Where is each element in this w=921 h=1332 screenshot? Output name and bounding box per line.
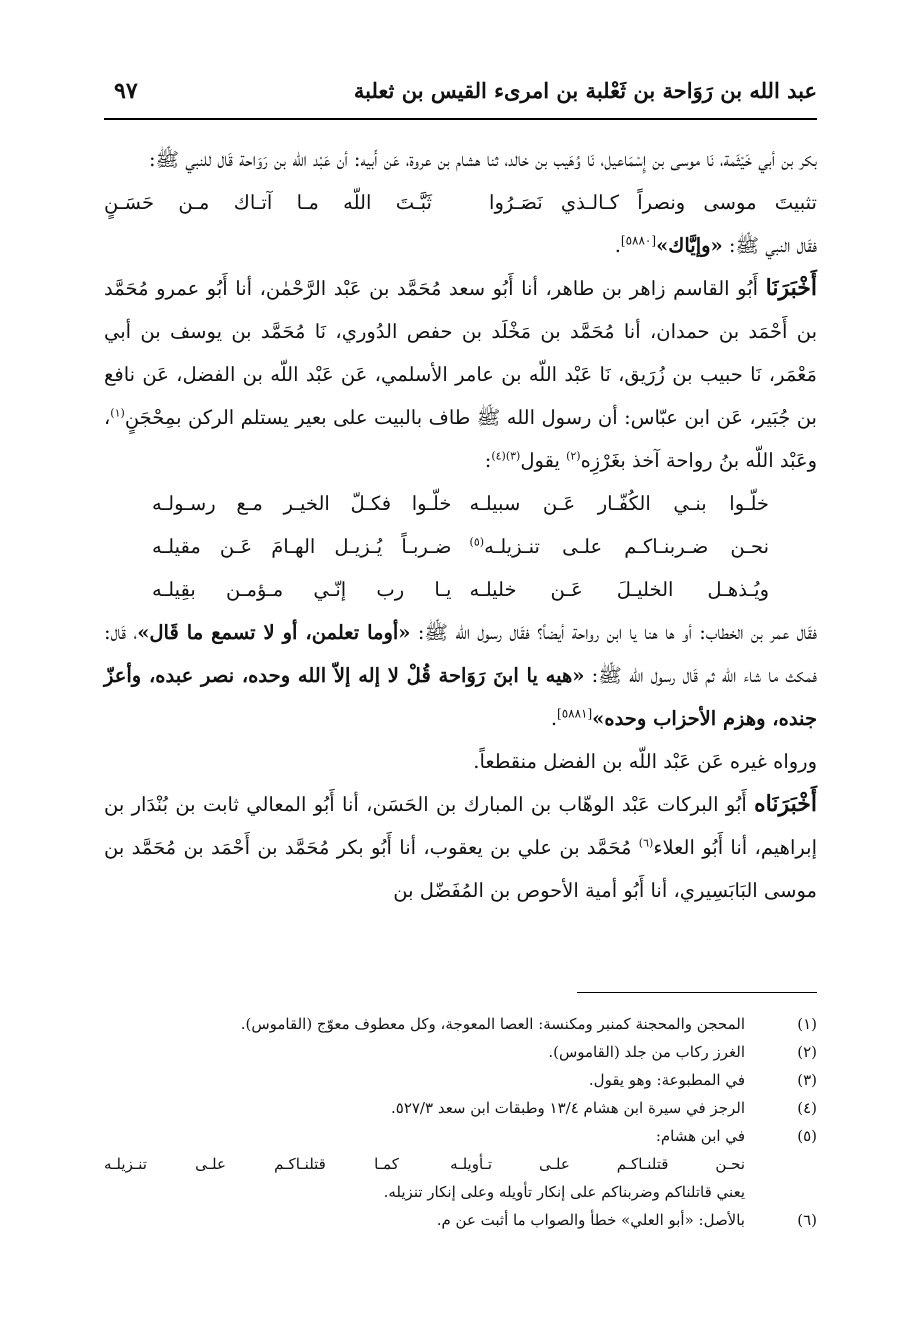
footnotes — [104, 1010, 817, 1234]
paragraph-4-quote-1: «أوما تعلمن، أو لا تسمع ما قَال» — [137, 621, 411, 644]
paragraph-5: ورواه غيره عَن عَبْد اللّه بن الفضل منقطعاً. — [473, 750, 817, 773]
footnote-5-verse — [104, 1150, 745, 1178]
verse-1-hemistich-a: تثبيتَ موسى ونصراً كـالـذي نَصَـرُوا — [489, 191, 817, 214]
paragraph-4-end: . — [550, 707, 558, 730]
reference-5881: [٥٨٨١] — [557, 706, 593, 721]
header-rule — [104, 118, 817, 120]
footnote-1 — [104, 1010, 817, 1038]
paragraph-6-text-a: أَبُو البركات عَبْد الوهّاب بن المبارك بن الحَسَن، أنا أَبُو المعالي ثابت بن بُنْدَار بن إبراهيم، أنا أَبُو العلاء — [104, 793, 817, 859]
paragraph-3-lead: أَخْبَرَنَا — [765, 275, 817, 301]
paragraph-6 — [104, 783, 817, 912]
paragraph-4 — [104, 611, 817, 740]
verse-3-hemistich-b: ضـربـاً يُـزيـل الهـامَ عَـن مقيلـه — [152, 535, 452, 558]
footnote-number: (٦) — [797, 1211, 817, 1229]
verse-1-hemistich-b: ثَبَّـتَ اللّه مـا آتـاك مـن حَسَـنٍ — [104, 191, 432, 214]
footnote-5-explanation: يعني قاتلناكم وضربناكم على إنكار تأويله وعلى إنكار تنزيله. — [383, 1183, 745, 1201]
paragraph-1: بكر بن أبي خَيْثَمة، نَا موسى بن إِسْمَاعيل، نَا وُهَيب بن خالد، ثنا هشام بن عروة، عَن أَبيه: أن عَبْد اللّه بن رَوَاحة قَال للنبي ﷺ: — [148, 148, 817, 171]
paragraph-3-text-c: يقول — [520, 449, 567, 472]
verse-4-hemistich-a: ويُـذهـل الخليـلَ عَـن خليلـه — [469, 578, 769, 601]
paragraph-4-text-c: ، قَال: فمكث ما شاء الله ثم قَال رسول الله ﷺ: — [104, 621, 817, 687]
footnote-marker-6: (٦) — [638, 836, 654, 850]
verse-4-hemistich-b: يـا رب إنّـي مـؤمـن بقِيلـه — [152, 578, 452, 601]
reference-5880: [٥٨٨٠] — [620, 233, 657, 248]
paragraph-4-quote-2: «هيه يا ابنَ رَوَاحة قُلْ لا إله إلاّ الله وحده، نصر عبده، وأعزّ جنده، وهزم الأحزاب وحده» — [104, 664, 817, 730]
footnote-5-verse-b: كمـا قتلنـاكـم علـى تنـزيلـه — [104, 1155, 399, 1173]
footnote-text: الغرز ركاب من جلد (القاموس). — [548, 1043, 745, 1061]
paragraph-2-text: فقَال النبي ﷺ: — [722, 234, 817, 257]
paragraph-2-end: . — [614, 234, 621, 257]
running-header — [104, 78, 817, 114]
main-text — [104, 138, 817, 912]
paragraph-4-text-a: فقَال عمر بن الخطاب: أو ها هنا يا ابن رواحة أيضاً؟ فقَال رسول الله ﷺ: — [410, 621, 817, 644]
footnote-text: الرجز في سيرة ابن هشام ١٣/٤ وطبقات ابن سعد ٥٢٧/٣. — [390, 1099, 745, 1117]
paragraph-3-text-d: : — [484, 449, 492, 472]
paragraph-3-text: أَبُو القاسم زاهر بن طاهر، أنا أَبُو سعد مُحَمَّد بن عَبْد الرَّحْمٰن، أنا أَبُو عمرو مُحَمَّد بن أَحْمَد بن حمدان، أنا مُحَمَّد بن مَخْلَد بن حفص الدُوري، نَا مُحَمَّد بن يوسف بن أبي مَعْمَر، نَا حبيب بن زُرَيق، نَا عَبْد اللّه بن عامر الأسلمي، عَن عَبْد اللّه بن الفضل، عَن نافع بن جُبَير، عَن ابن عبّاس: أن رسول الله ﷺ طاف بالبيت على بعير يستلم الركن بمِحْجَنٍ — [104, 277, 817, 429]
verse-2-hemistich-a: خلّـوا بنـي الكُفّـار عَـن سبيلـه — [469, 492, 769, 515]
footnote-5-verse-a: نحـن قتلنـاكـم علـى تـأويلـه — [450, 1155, 745, 1173]
paragraph-6-text-b: مُحَمَّد بن علي بن يعقوب، أنا أَبُو بكر مُحَمَّد بن أَحْمَد بن مُحَمَّد بن موسى البَابَسِيري، أنا أَبُو أمية الأحوص بن المُفَضّل بن — [104, 836, 817, 902]
footnote-text: بالأصل: «أبو العلي» خطأ والصواب ما أثبت عن م. — [436, 1211, 745, 1229]
verse-3-text: نحـن ضـربنـاكـم علـى تنـزيلـه — [484, 535, 769, 558]
verse-3-hemistich-a — [470, 525, 769, 568]
footnote-text: في ابن هشام: — [655, 1127, 745, 1145]
footnote-marker-2: (٢) — [566, 449, 581, 463]
footnote-number: (٥) — [797, 1127, 817, 1145]
footnote-marker-3-4: (٣)(٤) — [491, 449, 521, 463]
footnote-number: (٣) — [797, 1071, 817, 1089]
paragraph-2-quote: «وإيَّاك» — [656, 234, 723, 257]
footnote-number: (١) — [797, 1015, 817, 1033]
footnote-number: (٤) — [797, 1099, 817, 1117]
footnote-3 — [104, 1066, 817, 1094]
verse-2 — [104, 482, 817, 525]
paragraph-6-lead: أَخْبَرَنَاه — [754, 791, 817, 817]
verse-4 — [104, 568, 817, 611]
verse-3 — [104, 525, 817, 568]
page-number: ٩٧ — [114, 78, 138, 104]
footnote-5 — [104, 1122, 817, 1150]
footnote-6 — [104, 1206, 817, 1234]
footnote-text: في المطبوعة: وهو يقول. — [588, 1071, 745, 1089]
paragraph-3-text-b: ، وعَبْد اللّه بنُ رواحة آخذ بغَرْزِه — [104, 406, 817, 472]
footnote-marker-5: (٥) — [469, 535, 485, 549]
footnote-2 — [104, 1038, 817, 1066]
verse-2-hemistich-b: خلّـوا فكـلّ الخيـر مـع رسـولـه — [152, 492, 452, 515]
footnote-number: (٢) — [797, 1043, 817, 1061]
footnote-marker-1: (١) — [110, 406, 125, 420]
header-title: عبد الله بن رَوَاحة بن ثَعْلبة بن امرىء القيس بن ثعلبة — [353, 78, 817, 103]
footnote-rule — [577, 992, 817, 993]
footnote-text: المحجن والمحجنة كمنبر ومكنسة: العصا المعوجة، وكل معطوف معوّج (القاموس). — [240, 1015, 745, 1033]
paragraph-3 — [104, 267, 817, 482]
paragraph-2 — [104, 224, 817, 267]
verse-1 — [104, 181, 817, 224]
footnote-4 — [104, 1094, 817, 1122]
